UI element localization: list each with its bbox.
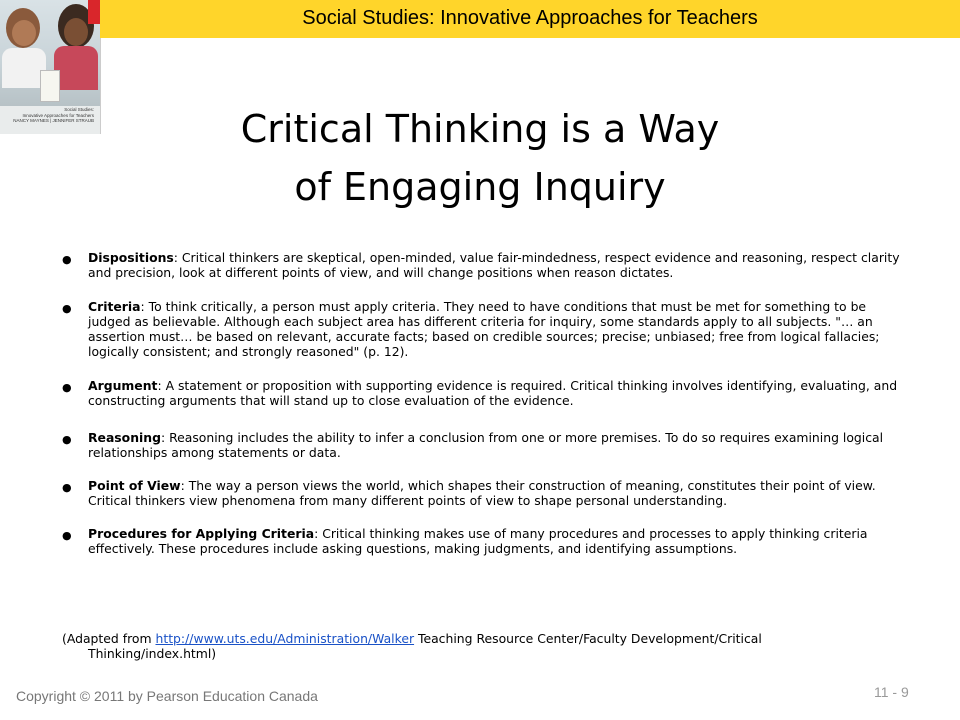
bullet-text: : Reasoning includes the ability to infer a conclusion from one or more premises. To do so requires examining logical relationships among statements or data. bbox=[88, 430, 884, 460]
bullet-term: Procedures for Applying Criteria bbox=[88, 526, 315, 541]
bullet-icon: ● bbox=[62, 529, 72, 542]
bullet-term: Point of View bbox=[88, 478, 181, 493]
slide-title bbox=[0, 100, 960, 216]
bullet-text: : Critical thinkers are skeptical, open-minded, value fair-mindedness, respect evidence and reasoning, respect clarity and precision, look at different points of view, and will change positions when reason dictates. bbox=[88, 250, 900, 280]
bullet-text: : A statement or proposition with supporting evidence is required. Critical thinking involves identifying, evaluating, and constructing arguments that will stand up to close evaluation of the evidence. bbox=[88, 378, 898, 408]
source-prefix: (Adapted from bbox=[62, 631, 156, 646]
cover-authors: NANCY MAYNES | JENNIFER STRAUB bbox=[13, 118, 94, 123]
bullet-item bbox=[62, 478, 907, 508]
bullet-list bbox=[62, 250, 907, 556]
bullet-term: Reasoning bbox=[88, 430, 161, 445]
bullet-text: : Critical thinking makes use of many procedures and processes to apply thinking criteria effectively. These procedures include asking questions, making judgments, and identifying assumptions. bbox=[88, 526, 868, 556]
source-suffix: Teaching Resource Center/Faculty Development/Critical bbox=[414, 631, 762, 646]
bullet-item bbox=[62, 526, 907, 556]
source-citation bbox=[62, 631, 907, 661]
bullet-term: Dispositions bbox=[88, 250, 174, 265]
slide-title-line1: Critical Thinking is a Way bbox=[240, 107, 720, 151]
bullet-item bbox=[62, 378, 907, 408]
copyright-notice: Copyright © 2011 by Pearson Education Canada bbox=[16, 688, 318, 704]
bullet-icon: ● bbox=[62, 481, 72, 494]
bullet-text: : To think critically, a person must apply criteria. They need to have conditions that must be met for something to be judged as believable. Although each subject area has different criteria for inquiry, some standards apply to all subjects. "… an assertion must… be based on relevant, accurate facts; based on credible sources; precise; unbiased; free from logical fallacies; logically consistent; and strongly reasoned" (p. 12). bbox=[88, 299, 880, 359]
bullet-term: Criteria bbox=[88, 299, 141, 314]
page-number: 11 - 9 bbox=[874, 684, 909, 700]
publisher-logo-tab bbox=[88, 0, 100, 24]
bullet-icon: ● bbox=[62, 433, 72, 446]
bullet-icon: ● bbox=[62, 253, 72, 266]
bullet-icon: ● bbox=[62, 381, 72, 394]
bullet-item bbox=[62, 250, 907, 280]
banner-title: Social Studies: Innovative Approaches for Teachers bbox=[302, 7, 758, 29]
header-banner bbox=[100, 0, 960, 38]
bullet-item bbox=[62, 430, 907, 460]
slide-title-line2: of Engaging Inquiry bbox=[294, 165, 666, 209]
bullet-item bbox=[62, 299, 907, 359]
bullet-text: : The way a person views the world, which shapes their construction of meaning, constitutes their point of view. Critical thinkers view phenomena from many different points of view to shape personal understanding. bbox=[88, 478, 876, 508]
bullet-term: Argument bbox=[88, 378, 158, 393]
cover-title-line1: Social Studies: bbox=[64, 107, 94, 112]
bullet-icon: ● bbox=[62, 302, 72, 315]
cover-title-line2: Innovative Approaches for Teachers bbox=[22, 112, 94, 118]
source-link[interactable]: http://www.uts.edu/Administration/Walker bbox=[155, 631, 415, 646]
source-line2: Thinking/index.html) bbox=[88, 646, 217, 661]
